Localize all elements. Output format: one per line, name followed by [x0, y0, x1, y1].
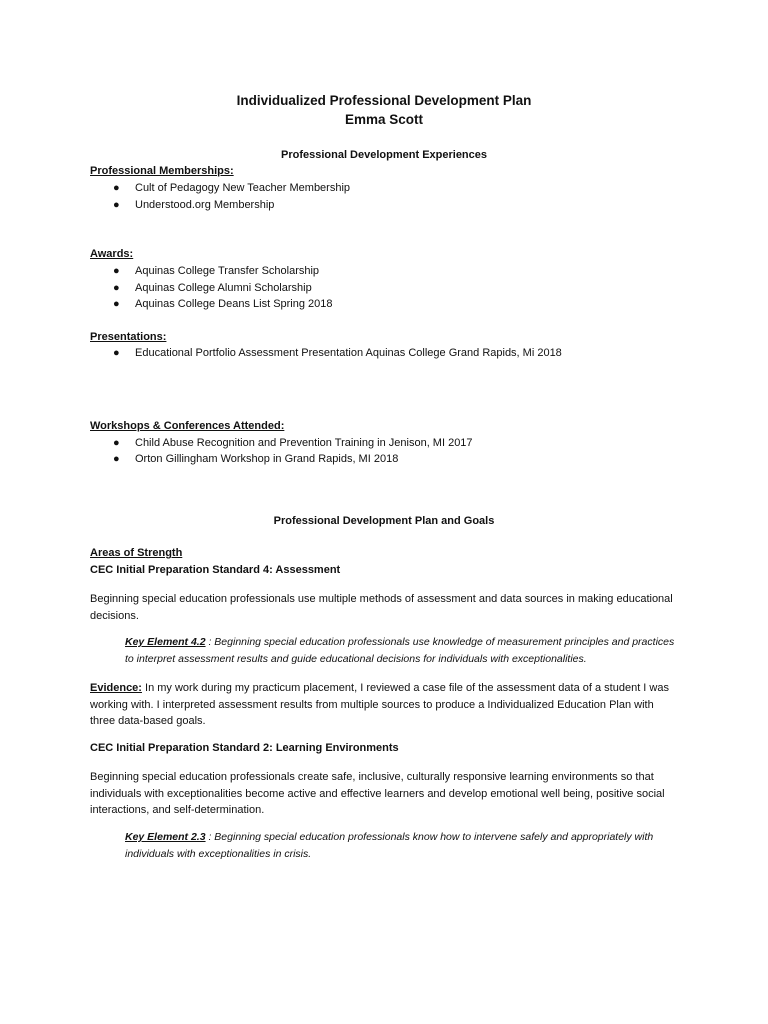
- bullet-icon: ●: [113, 282, 120, 294]
- bullet-icon: ●: [113, 298, 120, 310]
- bullet-icon: ●: [113, 437, 120, 449]
- bullet-icon: ●: [113, 182, 120, 194]
- document-title: Individualized Professional Development Plan: [236, 93, 532, 108]
- standard4-description: Beginning special education professionals use multiple methods of assessment and data sources in making educational decisions.: [90, 593, 673, 622]
- list-item: Child Abuse Recognition and Prevention Training in Jenison, MI 2017: [135, 437, 473, 449]
- key-element-text: : Beginning special education professionals use knowledge of measurement principles and practices to interpret assessment results and guide educational decisions for individuals with exceptionalities.: [125, 636, 675, 665]
- key-element-2-3: [125, 829, 685, 863]
- standard4-heading: CEC Initial Preparation Standard 4: Assessment: [90, 564, 341, 576]
- author-name: Emma Scott: [344, 112, 424, 127]
- evidence-label: Evidence:: [90, 682, 142, 694]
- list-item: Orton Gillingham Workshop in Grand Rapids, MI 2018: [135, 453, 399, 465]
- key-element-text: : Beginning special education professionals know how to intervene safely and appropriately with individuals with exceptionalities in crisis.: [125, 831, 654, 860]
- experiences-title: Professional Development Experiences: [280, 149, 488, 161]
- bullet-icon: ●: [113, 453, 120, 465]
- list-item: Cult of Pedagogy New Teacher Membership: [135, 182, 351, 194]
- plan-title: Professional Development Plan and Goals: [273, 515, 495, 527]
- list-item: Understood.org Membership: [135, 199, 275, 211]
- evidence-text: In my work during my practicum placement, I reviewed a case file of the assessment data of a student I was working with. I interpreted assessment results from multiple sources to produce a Individualized Education Plan with three data-based goals.: [90, 682, 669, 727]
- bullet-icon: ●: [113, 265, 120, 277]
- awards-heading: Awards:: [90, 248, 134, 260]
- key-element-label: Key Element 2.3: [125, 831, 206, 843]
- list-item: Aquinas College Deans List Spring 2018: [135, 298, 333, 310]
- list-item: Educational Portfolio Assessment Presentation Aquinas College Grand Rapids, Mi 2018: [135, 347, 562, 359]
- list-item: Aquinas College Alumni Scholarship: [135, 282, 312, 294]
- memberships-heading: Professional Memberships:: [90, 165, 234, 177]
- evidence-paragraph: [90, 680, 675, 730]
- strengths-heading: Areas of Strength: [90, 547, 183, 559]
- presentations-heading: Presentations:: [90, 331, 167, 343]
- workshops-heading: Workshops & Conferences Attended:: [90, 420, 285, 432]
- key-element-label: Key Element 4.2: [125, 636, 206, 648]
- bullet-icon: ●: [113, 199, 120, 211]
- key-element-4-2: [125, 634, 685, 668]
- bullet-icon: ●: [113, 347, 120, 359]
- list-item: Aquinas College Transfer Scholarship: [135, 265, 320, 277]
- standard2-heading: CEC Initial Preparation Standard 2: Learning Environments: [90, 742, 399, 754]
- standard2-description: Beginning special education professionals create safe, inclusive, culturally responsive learning environments so that individuals with exceptionalities become active and effective learners and develop emotional well being, positive social interactions, and self-determination.: [90, 771, 665, 816]
